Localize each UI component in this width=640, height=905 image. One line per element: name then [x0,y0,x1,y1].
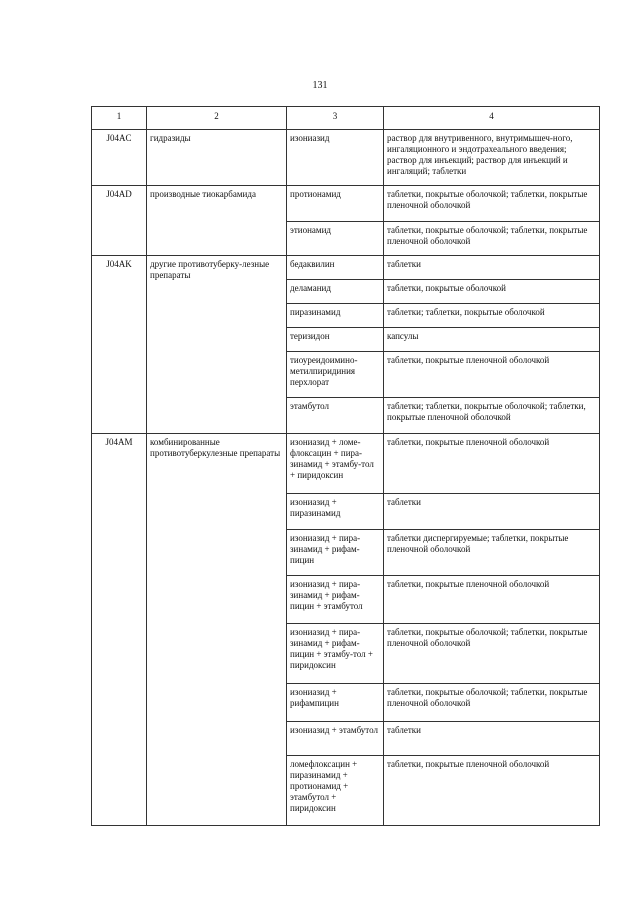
substance-cell: изониазид + пиразинамид [287,494,384,530]
substance-cell: пиразинамид [287,304,384,328]
page-number: 131 [312,80,328,91]
table-header-row [92,107,600,130]
substance-cell: изониазид + рифампицин [287,684,384,722]
substance-cell: тиоуреидоимино-метилпиридиния перхлорат [287,352,384,398]
substance-cell: этамбутол [287,398,384,434]
dosage-form-cell: таблетки; таблетки, покрытые оболочкой [384,304,600,328]
substance-cell: этионамид [287,222,384,256]
column-header-2: 2 [147,107,287,130]
atc-code-cell: J04AK [92,256,147,434]
dosage-form-cell: таблетки [384,722,600,756]
group-name-cell: комбинированные противотуберкулезные препараты [147,434,287,826]
substance-cell: бедаквилин [287,256,384,280]
group-name-cell: производные тиокарбамида [147,186,287,256]
dosage-form-cell: таблетки, покрытые оболочкой; таблетки, покрытые пленочной оболочкой [384,222,600,256]
dosage-form-cell: капсулы [384,328,600,352]
dosage-form-cell: таблетки, покрытые пленочной оболочкой [384,756,600,826]
substance-cell: теризидон [287,328,384,352]
dosage-form-cell: таблетки, покрытые оболочкой; таблетки, покрытые пленочной оболочкой [384,186,600,222]
column-header-3: 3 [287,107,384,130]
substance-cell: изониазид + пира-зинамид + рифам-пицин [287,530,384,576]
substance-cell: изониазид + ломе-флоксацин + пира-зинамид + этамбу-тол + пиридоксин [287,434,384,494]
substance-cell: ломефлоксацин + пиразинамид + протионамид + этамбутол + пиридоксин [287,756,384,826]
dosage-form-cell: таблетки диспергируемые; таблетки, покрытые пленочной оболочкой [384,530,600,576]
table-row [92,130,600,186]
group-name-cell: другие противотуберку-лезные препараты [147,256,287,434]
substance-cell: деламанид [287,280,384,304]
substance-cell: изониазид + пира-зинамид + рифам-пицин + этамбу-тол + пиридоксин [287,624,384,684]
dosage-form-cell: таблетки, покрытые оболочкой; таблетки, покрытые пленочной оболочкой [384,684,600,722]
dosage-form-cell: таблетки [384,494,600,530]
atc-code-cell: J04AD [92,186,147,256]
dosage-form-cell: таблетки, покрытые оболочкой; таблетки, покрытые пленочной оболочкой [384,624,600,684]
table-row [92,434,600,494]
group-name-cell: гидразиды [147,130,287,186]
substance-cell: изониазид + пира-зинамид + рифам-пицин + этамбутол [287,576,384,624]
drug-table [91,106,600,826]
dosage-form-cell: раствор для внутривенного, внутримышеч-ного, ингаляционного и эндотрахеального введения; раствор для инъекций; раствор для инъекций и ингаляций; таблетки [384,130,600,186]
substance-cell: изониазид + этамбутол [287,722,384,756]
substance-cell: изониазид [287,130,384,186]
dosage-form-cell: таблетки, покрытые пленочной оболочкой [384,434,600,494]
column-header-1: 1 [92,107,147,130]
dosage-form-cell: таблетки, покрытые пленочной оболочкой [384,576,600,624]
atc-code-cell: J04AC [92,130,147,186]
substance-cell: протионамид [287,186,384,222]
dosage-form-cell: таблетки, покрытые пленочной оболочкой [384,352,600,398]
table-row [92,186,600,222]
dosage-form-cell: таблетки [384,256,600,280]
table-row [92,256,600,280]
atc-code-cell: J04AM [92,434,147,826]
dosage-form-cell: таблетки; таблетки, покрытые оболочкой; таблетки, покрытые пленочной оболочкой [384,398,600,434]
dosage-form-cell: таблетки, покрытые оболочкой [384,280,600,304]
column-header-4: 4 [384,107,600,130]
